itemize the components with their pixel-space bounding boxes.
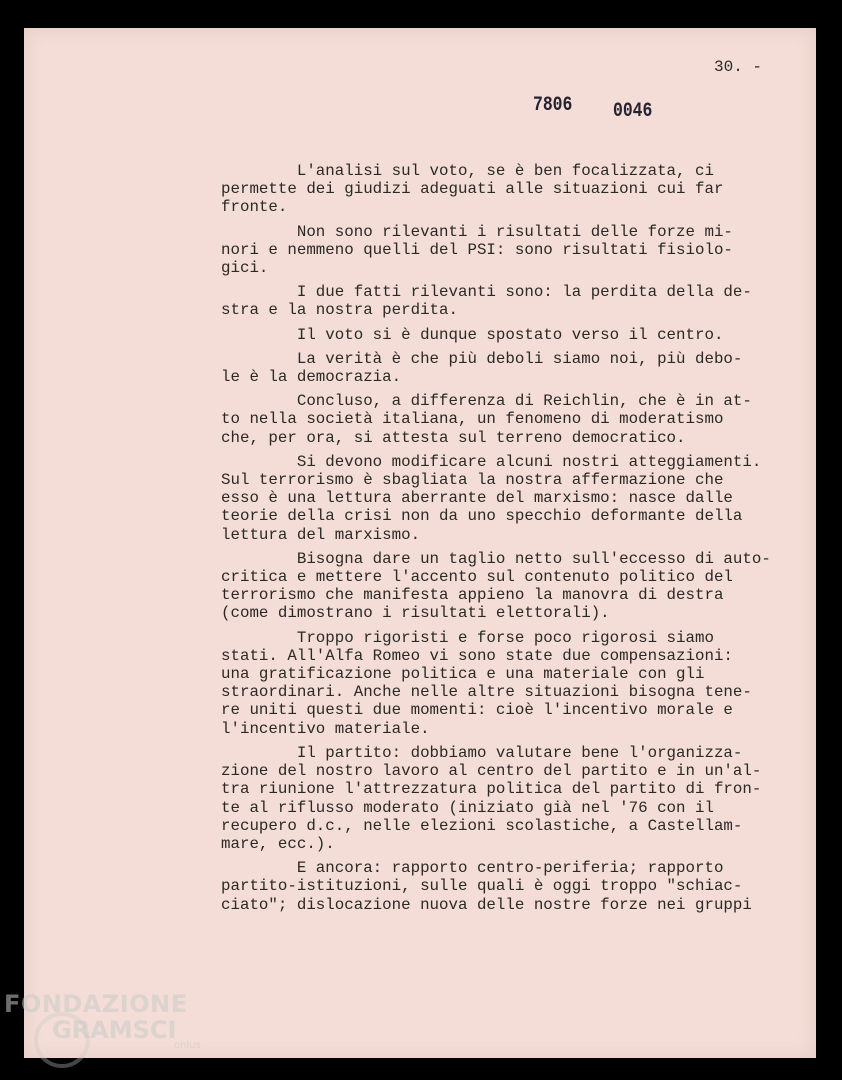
watermark-line-1: FONDAZIONE — [4, 990, 188, 1018]
text-line: tra riunione l'attrezzatura politica del partito di fron- — [221, 780, 762, 799]
text-line: partito-istituzioni, sulle quali è oggi troppo "schiac- — [221, 877, 743, 896]
page-number: 30. - — [714, 58, 763, 76]
text-line: esso è una lettura aberrante del marxismo: nasce dalle — [221, 489, 733, 508]
paragraph — [221, 326, 801, 344]
paragraph — [221, 550, 801, 623]
paragraph — [221, 283, 801, 319]
text-line: che, per ora, si attesta sul terreno democratico. — [221, 428, 686, 447]
text-line: E ancora: rapporto centro-periferia; rapporto — [221, 859, 724, 878]
paragraph — [221, 223, 801, 278]
paragraph — [221, 453, 801, 544]
watermark-line-3: onlus — [174, 1040, 201, 1051]
paragraph — [221, 629, 801, 738]
paragraph — [221, 744, 801, 853]
text-line: una gratificazione politica e una materiale con gli — [221, 665, 705, 684]
paragraph — [221, 392, 801, 447]
text-line: stra e la nostra perdita. — [221, 301, 458, 320]
text-line: Bisogna dare un taglio netto sull'eccesso di auto- — [221, 549, 771, 568]
text-line: l'incentivo materiale. — [221, 719, 430, 738]
text-line: La verità è che più deboli siamo noi, più debo- — [221, 349, 743, 368]
text-line: le è la democrazia. — [221, 368, 402, 387]
text-line: Il partito: dobbiamo valutare bene l'organizza- — [221, 743, 743, 762]
text-line: mare, ecc.). — [221, 834, 335, 853]
text-line: lettura del marxismo. — [221, 525, 421, 544]
archive-stamp-1: 7806 — [533, 94, 573, 117]
text-line: (come dimostrano i risultati elettorali). — [221, 604, 610, 623]
text-line: te al riflusso moderato (iniziato già nel '76 con il — [221, 798, 714, 817]
text-line: I due fatti rilevanti sono: la perdita della de- — [221, 283, 752, 302]
text-line: zione del nostro lavoro al centro del partito e in un'al- — [221, 762, 762, 781]
text-line: L'analisi sul voto, se è ben focalizzata, ci — [221, 162, 714, 180]
text-line: teorie della crisi non da uno specchio deformante della — [221, 507, 743, 526]
text-line: permette dei giudizi adeguati alle situazioni cui far — [221, 180, 724, 199]
text-line: re uniti questi due momenti: cioè l'incentivo morale e — [221, 701, 733, 720]
text-line: critica e mettere l'accento sul contenuto politico del — [221, 568, 733, 587]
text-line: fronte. — [221, 198, 288, 217]
text-line: Sul terrorismo è sbagliata la nostra affermazione che — [221, 471, 724, 490]
text-line: gici. — [221, 259, 269, 278]
text-line: stati. All'Alfa Romeo vi sono state due compensazioni: — [221, 646, 733, 665]
text-line: Troppo rigoristi e forse poco rigorosi siamo — [221, 628, 714, 647]
text-line: terrorismo che manifesta appieno la manovra di destra — [221, 586, 724, 605]
text-line: straordinari. Anche nelle altre situazioni bisogna tene- — [221, 683, 752, 702]
paragraph — [221, 859, 801, 914]
text-line: recupero d.c., nelle elezioni scolastiche, a Castellam- — [221, 816, 743, 835]
paragraph — [221, 162, 801, 217]
text-line: ciato"; dislocazione nuova delle nostre forze nei gruppi — [221, 895, 752, 914]
paragraph — [221, 350, 801, 386]
text-line: Si devono modificare alcuni nostri atteggiamenti. — [221, 452, 762, 471]
text-line: Il voto si è dunque spostato verso il centro. — [221, 325, 724, 344]
archive-stamp-2: 0046 — [613, 100, 653, 123]
text-line: Non sono rilevanti i risultati delle forze mi- — [221, 222, 733, 241]
text-line: to nella società italiana, un fenomeno di moderatismo — [221, 410, 724, 429]
watermark-line-2: GRAMSCI — [52, 1016, 177, 1044]
document-body — [221, 162, 801, 920]
text-line: Concluso, a differenza di Reichlin, che è in at- — [221, 392, 752, 411]
watermark — [4, 990, 201, 1051]
text-line: nori e nemmeno quelli del PSI: sono risultati fisiolo- — [221, 240, 733, 259]
